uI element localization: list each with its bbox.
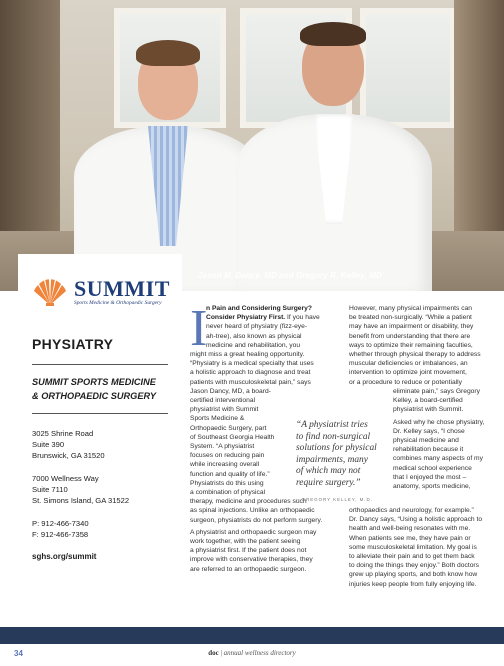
body-line: combines many aspects of my: [393, 455, 483, 463]
lead-line-2: [206, 313, 342, 322]
body-line: to alleviate their pain and to get them back: [349, 553, 475, 561]
body-line: might miss a great healing opportunity.: [190, 351, 305, 358]
body-line: Physiatrists do this using: [190, 479, 264, 487]
article-col2-bottom: [349, 506, 497, 589]
lead-line: n Pain and Considering Surgery?: [206, 305, 312, 312]
article-col2-top: [349, 304, 495, 387]
pull-quote: [296, 420, 386, 505]
practice-name-line: & ORTHOPAEDIC SURGERY: [32, 391, 157, 401]
body-line: Kelley, a board-certified: [393, 397, 463, 405]
doctors-photo: [0, 0, 504, 291]
article-col2-narrow: [393, 387, 497, 491]
body-line: a combination of physical: [190, 489, 266, 497]
pull-quote-byline: – GREGORY KELLEY, M.D.: [296, 496, 373, 502]
practice-info-card: [18, 254, 182, 640]
body-line: However, many physical impairments can: [349, 305, 473, 312]
body-line: while increasing overall: [190, 461, 260, 469]
body-line: rehabilitation because it: [393, 446, 464, 454]
doctor-right-hair: [300, 22, 366, 46]
footer-bar: [0, 627, 504, 644]
lead-bold: Consider Physiatry First.: [206, 314, 286, 322]
body-line: physical medicine and: [393, 437, 459, 445]
body-line: eliminate pain,” says Gregory: [393, 388, 480, 395]
body-line: patients with musculoskeletal pain,” says: [190, 378, 311, 386]
body-line: A physiatrist and orthopaedic surgeon may: [190, 528, 317, 536]
pull-quote-line: to find non-surgical: [296, 431, 371, 442]
body-line: or a procedure to reduce or potentially: [349, 378, 463, 386]
body-line: surgeon, physiatrists do not perform surgery.: [190, 516, 323, 524]
contact-numbers: [32, 518, 168, 540]
body-line: grew up playing sports, and both know how: [349, 571, 478, 579]
pull-quote-line: require surgery.”: [296, 477, 361, 488]
shell-icon: [32, 277, 68, 307]
masthead-title: doc: [208, 649, 219, 657]
article-col1-lead: [206, 304, 342, 350]
body-line: function and quality of life.”: [190, 470, 270, 478]
body-line: When patients see me, they have pain or: [349, 534, 471, 542]
body-line: benefit from understanding that there are: [349, 332, 471, 340]
body-line: are referred to an orthopaedic surgeon.: [190, 565, 307, 573]
body-line: System. “A physiatrist: [190, 443, 255, 451]
body-line: never heard of physiatry (fizz-eye-: [206, 323, 308, 331]
body-line: of Southeast Georgia Health: [190, 433, 275, 441]
body-line: to doing the things they enjoy.” Both doctors: [349, 562, 479, 570]
body-line: Asked why he chose physiatry,: [393, 418, 485, 426]
logo-brand-text: SUMMIT: [74, 276, 170, 301]
drop-cap: I: [190, 300, 208, 357]
body-line: be treated non-surgically. “While a patient: [349, 314, 472, 322]
body-line: “Physiatry is a medical specialty that uses: [190, 360, 314, 368]
body-line: Sports Medicine &: [190, 415, 245, 423]
address-line: 3025 Shrine Road: [32, 429, 94, 438]
body-line: some musculoskeletal limitation. My goal is: [349, 543, 477, 551]
body-line: Jason Dancy, MD, a board-: [190, 387, 271, 395]
website-link[interactable]: sghs.org/summit: [32, 552, 97, 561]
body-line: ways to optimize their remaining faculties,: [349, 341, 473, 349]
body-line: orthopaedics and neurology, for example.”: [349, 507, 474, 514]
body-line: as spinal injections. Unlike an orthopaedic: [190, 507, 315, 515]
masthead-separator: |: [218, 649, 224, 657]
specialty-title: PHYSIATRY: [32, 336, 114, 352]
photo-caption: Jason M. Dancy, MD and Gregory R. Kelley, MD: [198, 271, 382, 280]
body-line: certified interventional: [190, 397, 256, 405]
body-line: medicine and rehabilitation, you: [206, 341, 301, 349]
address-line: Suite 7110: [32, 485, 68, 494]
body-line: intervention to optimize joint movement,: [349, 369, 467, 377]
body-line: Dr. Dancy says, “Using a holistic approach to: [349, 516, 483, 524]
body-line: Dr. Kelley says, “I chose: [393, 427, 465, 435]
body-line: Orthopaedic Surgery, part: [190, 424, 267, 432]
address-line: 7000 Wellness Way: [32, 474, 99, 483]
address-line: Suite 390: [32, 440, 65, 449]
practice-name-line: SUMMIT SPORTS MEDICINE: [32, 377, 156, 387]
masthead: [0, 649, 504, 657]
body-line: focuses on reducing pain: [190, 452, 265, 460]
address-brunswick: [32, 428, 168, 461]
phone-number: P: 912-466-7340: [32, 519, 89, 528]
body-line: ah-tree), also known as physical: [206, 332, 302, 340]
body-line: medical school experience: [393, 464, 472, 472]
lead-tail: If you have: [285, 314, 320, 322]
body-line: health and well-being resonates with me.: [349, 525, 471, 533]
pull-quote-line: solutions for physical: [296, 443, 377, 454]
page-number: 34: [14, 649, 23, 658]
divider: [32, 413, 168, 414]
practice-name: [32, 375, 168, 403]
body-line: work together, with the patient seeing: [190, 538, 301, 546]
address-line: Brunswick, GA 31520: [32, 451, 105, 460]
body-line: may have an impairment or disability, they: [349, 323, 474, 331]
body-line: physiatrist with Summit: [190, 406, 259, 414]
body-line: muscular deficiencies or imbalances, an: [349, 360, 468, 368]
fax-number: F: 912-466-7358: [32, 530, 89, 539]
logo-tagline: Sports Medicine & Orthopaedic Surgery: [74, 300, 162, 306]
body-line: whether through physical therapy to address: [349, 351, 481, 359]
body-line: injuries keep people from fully enjoying life.: [349, 580, 477, 588]
body-line: a physiatrist first. If the patient does not: [190, 547, 307, 555]
doctor-right-figure: [236, 20, 432, 291]
masthead-subtitle: annual wellness directory: [223, 649, 296, 657]
address-line: St. Simons Island, GA 31522: [32, 496, 130, 505]
divider: [32, 364, 168, 365]
summit-logo: [32, 272, 168, 312]
pull-quote-line: of which may not: [296, 466, 361, 477]
body-line: physiatrist with Summit.: [393, 406, 464, 414]
address-st-simons: [32, 473, 168, 506]
pull-quote-line: impairments, many: [296, 454, 368, 465]
doctor-left-hair: [136, 40, 200, 66]
pull-quote-line: “A physiatrist tries: [296, 420, 368, 430]
body-line: anatomy, sports medicine,: [393, 483, 471, 491]
body-line: therapy, medicine and procedures such: [190, 498, 307, 506]
body-line: improve with conservative therapies, they: [190, 556, 313, 564]
body-line: a holistic approach to diagnose and treat: [190, 369, 311, 377]
body-line: that I enjoyed the most –: [393, 473, 467, 481]
